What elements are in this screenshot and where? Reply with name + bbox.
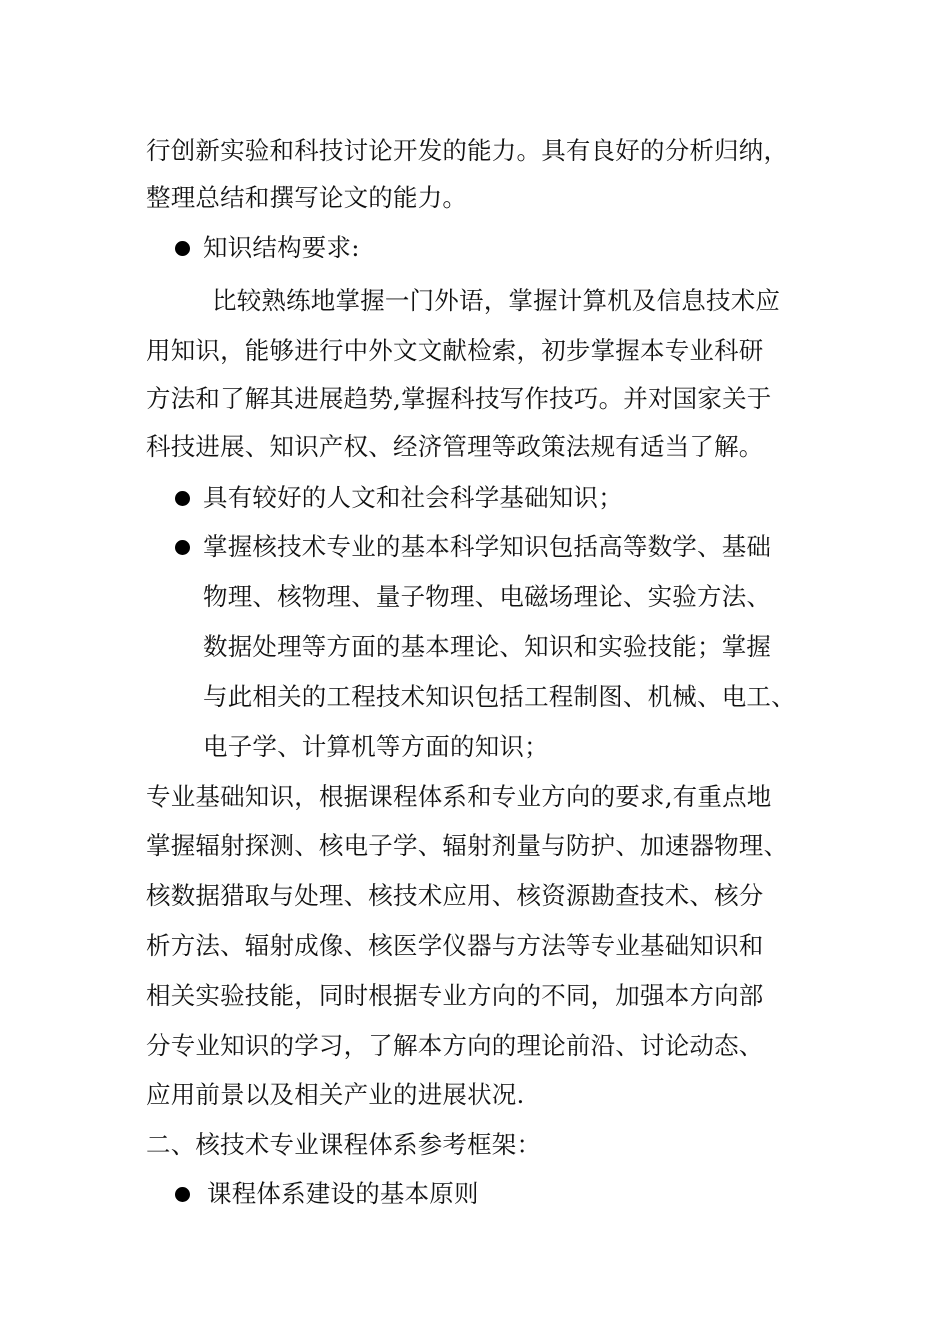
bullet-dot-icon — [175, 241, 190, 256]
text-line: 核数据猎取与处理、核技术应用、核资源勘查技术、核分 — [146, 881, 764, 910]
section-heading: 二、核技术专业课程体系参考框架： — [146, 1130, 542, 1159]
text-line: 分专业知识的学习，了解本方向的理论前沿、讨论动态、 — [146, 1031, 764, 1060]
text-line: 用知识，能够进行中外文文献检索，初步掌握本专业科研 — [146, 336, 764, 365]
text-line: 比较熟练地掌握一门外语，掌握计算机及信息技术应 — [212, 286, 781, 315]
text-line: 科技进展、知识产权、经济管理等政策法规有适当了解。 — [146, 432, 764, 461]
text-line: 应用前景以及相关产业的进展状况. — [146, 1080, 525, 1109]
text-line: 相关实验技能，同时根据专业方向的不同，加强本方向部 — [146, 981, 764, 1010]
text-line: 整理总结和撰写论文的能力。 — [146, 183, 468, 212]
text-line: 析方法、辐射成像、核医学仪器与方法等专业基础知识和 — [146, 931, 764, 960]
bullet-dot-icon — [175, 491, 190, 506]
text-line: 掌握辐射探测、核电子学、辐射剂量与防护、加速器物理、 — [146, 831, 789, 860]
bullet-dot-icon — [175, 1187, 190, 1202]
bullet-item-humanities: 具有较好的人文和社会科学基础知识； — [203, 483, 623, 512]
bullet-item-line: 数据处理等方面的基本理论、知识和实验技能；掌握 — [203, 632, 772, 661]
bullet-item-line: 物理、核物理、量子物理、电磁场理论、实验方法、 — [203, 582, 772, 611]
bullet-heading-knowledge-structure: 知识结构要求: — [203, 233, 360, 262]
bullet-item-line: 掌握核技术专业的基本科学知识包括高等数学、基础 — [203, 532, 772, 561]
bullet-dot-icon — [175, 540, 190, 555]
text-line: 行创新实验和科技讨论开发的能力。具有良好的分析归纳， — [146, 136, 789, 165]
text-line: 专业基础知识，根据课程体系和专业方向的要求,有重点地 — [146, 782, 772, 811]
bullet-item-line: 与此相关的工程技术知识包括工程制图、机械、电工、 — [203, 682, 796, 711]
bullet-item-line: 电子学、计算机等方面的知识； — [203, 732, 549, 761]
bullet-heading-principles: 课程体系建设的基本原则 — [207, 1179, 479, 1208]
text-line: 方法和了解其进展趋势,掌握科技写作技巧。并对国家关于 — [146, 384, 772, 413]
